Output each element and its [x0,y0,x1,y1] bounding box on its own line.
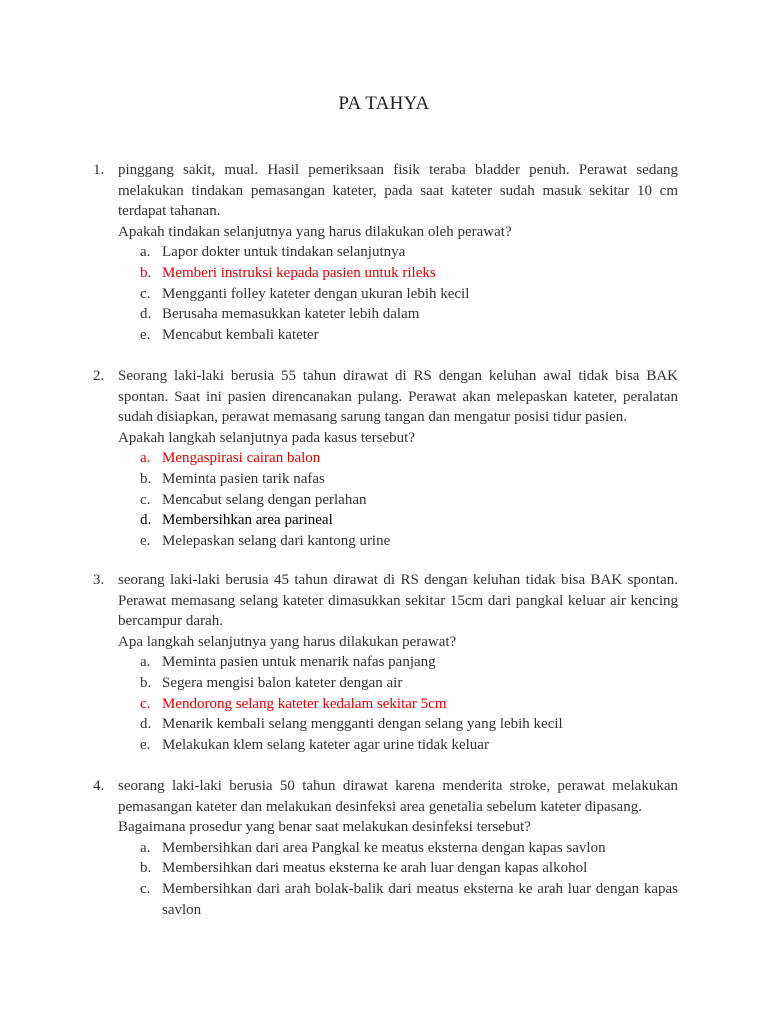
option-e: e. Mencabut kembali kateter [140,326,319,343]
question-stem: pinggang sakit, mual. Hasil pemeriksaan fisik teraba bladder penuh. Perawat sedang melakukan tindakan pemasangan kateter, pada saat kateter sudah masuk sekitar 10 cm terdapat tahanan. [118,162,678,220]
option-b-highlighted: b. Memberi instruksi kepada pasien untuk rileks [140,264,436,281]
option-b: b. Membersihkan dari meatus eksterna ke arah luar dengan kapas alkohol [140,860,588,877]
option-b: b. Meminta pasien tarik nafas [140,470,325,487]
option-list [118,242,678,345]
option-e: e. Melepaskan selang dari kantong urine [140,532,391,549]
question-stem: seorang laki-laki berusia 45 tahun dirawat di RS dengan keluhan tidak bisa BAK spontan. Perawat memasang selang kateter dimasukkan sekitar 15cm dari pangkal keluar air kencing bercampur darah. [118,572,678,630]
document-title: PA TAHYA [338,93,430,114]
option-list [118,652,678,755]
question-prompt: Apakah tindakan selanjutnya yang harus dilakukan oleh perawat? [118,223,512,240]
option-c: c. Membersihkan dari arah bolak-balik dari meatus eksterna ke arah luar dengan kapas savlon [140,880,678,918]
question-3 [93,570,678,755]
option-list [118,838,678,920]
question-number: 1. [93,162,105,178]
option-a-highlighted: a. Mengaspirasi cairan balon [140,450,321,467]
question-number: 2. [93,368,105,384]
option-a: a. Meminta pasien untuk menarik nafas panjang [140,654,436,671]
option-d: d. Membersihkan area parineal [140,512,333,529]
question-2 [93,366,678,551]
option-d: d. Berusaha memasukkan kateter lebih dalam [140,306,420,323]
question-stem: Seorang laki-laki berusia 55 tahun dirawat di RS dengan keluhan awal tidak bisa BAK spontan. Saat ini pasien direncanakan pulang. Perawat akan melepaskan kateter, peralatan sudah disiapkan, perawat memasang sarung tangan dan mengatur posisi tidur pasien. [118,368,678,426]
option-c: c. Mengganti folley kateter dengan ukuran lebih kecil [140,285,470,302]
question-4 [93,776,678,920]
question-1 [93,160,678,345]
option-a: a. Lapor dokter untuk tindakan selanjutnya [140,244,406,261]
option-e: e. Melakukan klem selang kateter agar urine tidak keluar [140,736,489,753]
option-c: c. Mencabut selang dengan perlahan [140,491,367,508]
option-c-highlighted: c. Mendorong selang kateter kedalam sekitar 5cm [140,695,447,712]
question-number: 4. [93,778,105,794]
question-stem: seorang laki-laki berusia 50 tahun dirawat karena menderita stroke, perawat melakukan pemasangan kateter dan melakukan desinfeksi area genetalia sebelum kateter dipasang. [118,778,678,815]
option-b: b. Segera mengisi balon kateter dengan air [140,674,403,691]
question-prompt: Apakah langkah selanjutnya pada kasus tersebut? [118,429,415,446]
question-prompt: Apa langkah selanjutnya yang harus dilakukan perawat? [118,633,457,650]
question-number: 3. [93,572,105,588]
option-list [118,448,678,551]
option-d: d. Menarik kembali selang mengganti dengan selang yang lebih kecil [140,716,563,733]
question-prompt: Bagaimana prosedur yang benar saat melakukan desinfeksi tersebut? [118,819,531,836]
option-a: a. Membersihkan dari area Pangkal ke meatus eksterna dengan kapas savlon [140,839,606,856]
